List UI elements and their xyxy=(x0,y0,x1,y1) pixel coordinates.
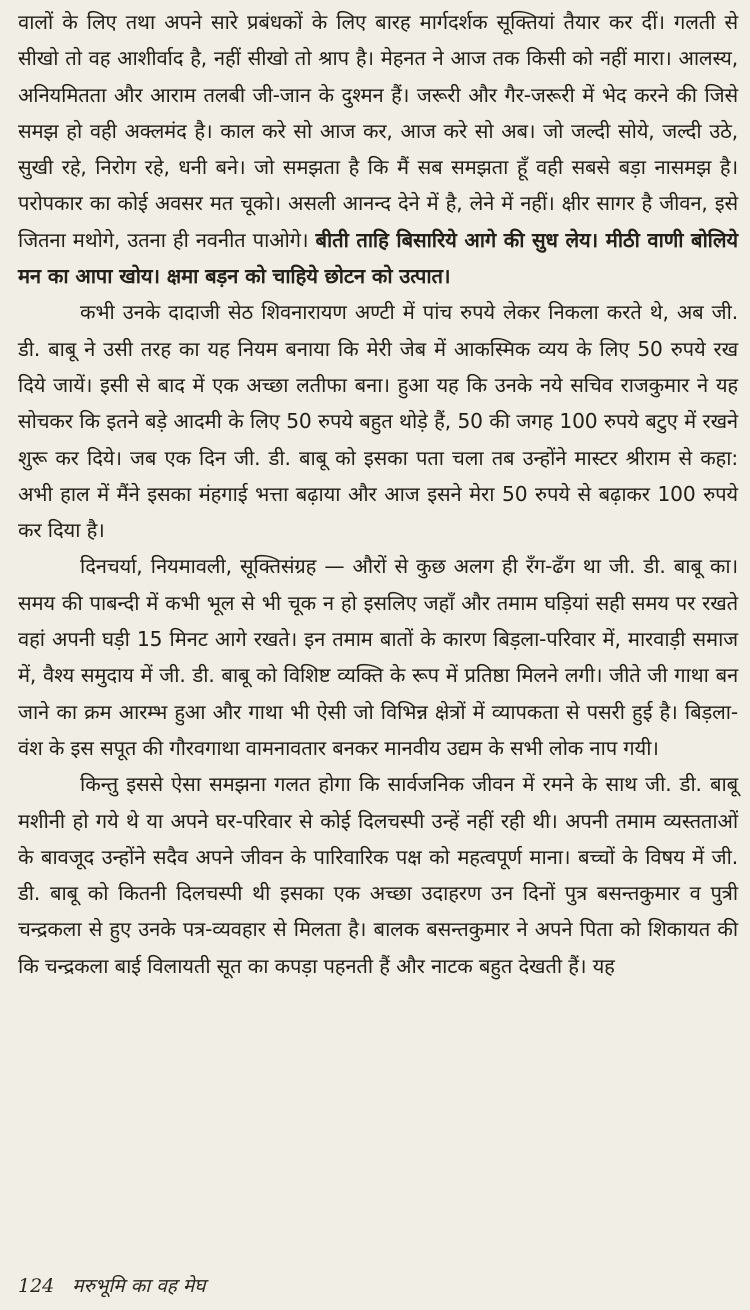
paragraph-1-text: वालों के लिए तथा अपने सारे प्रबंधकों के लिए बारह मार्गदर्शक सूक्तियां तैयार कर दीं। गलती से सीखो तो वह आशीर्वाद है, नहीं सीखो तो श्राप है। मेहनत ने आज तक किसी को नहीं मारा। आलस्य, अनियमितता और आराम तलबी जी-जान के दुश्मन हैं। जरूरी और गैर-जरूरी में भेद करने की जिसे समझ हो वही अक्लमंद है। काल करे सो आज कर, आज करे सो अब। जो जल्दी सोये, जल्दी उठे, सुखी रहे, निरोग रहे, धनी बने। जो समझता है कि मैं सब समझता हूँ वही सबसे बड़ा नासमझ है। परोपकार का कोई अवसर मत चूको। असली आनन्द देने में है, लेने में नहीं। क्षीर सागर है जीवन, इसे जितना मथोगे, उतना ही नवनीत पाओगे। xyxy=(18,10,738,252)
paragraph-1-bold-quote: बीती ताहि बिसारिये आगे की सुध लेय। मीठी वाणी बोलिये मन का आपा खोय। क्षमा बड़न को चाहिये छोटन को उत्पात। xyxy=(18,227,738,289)
paragraph-2: कभी उनके दादाजी सेठ शिवनारायण अण्टी में पांच रुपये लेकर निकला करते थे, अब जी. डी. बाबू ने उसी तरह का यह नियम बनाया कि मेरी जेब में आकस्मिक व्यय के लिए 50 रुपये रख दिये जायें। इसी से बाद में एक अच्छा लतीफा बना। हुआ यह कि उनके नये सचिव राजकुमार ने यह सोचकर कि इतने बड़े आदमी के लिए 50 रुपये बहुत थोड़े हैं, 50 की जगह 100 रुपये बटुए में रखने शुरू कर दिये। जब एक दिन जी. डी. बाबू को इसका पता चला तब उन्होंने मास्टर श्रीराम से कहा: अभी हाल में मैंने इसका मंहगाई भत्ता बढ़ाया और आज इसने मेरा 50 रुपये से बढ़ाकर 100 रुपये कर दिया है। xyxy=(18,300,738,543)
paragraph-3: दिनचर्या, नियमावली, सूक्तिसंग्रह — औरों से कुछ अलग ही रँग-ढँग था जी. डी. बाबू का। समय की पाबन्दी में कभी भूल से भी चूक न हो इसलिए जहाँ और तमाम घड़ियां सही समय पर रखते वहां अपनी घड़ी 15 मिनट आगे रखते। इन तमाम बातों के कारण बिड़ला-परिवार में, मारवाड़ी समाज में, वैश्य समुदाय में जी. डी. बाबू को विशिष्ट व्यक्ति के रूप में प्रतिष्ठा मिलने लगी। जीते जी गाथा बन जाने का क्रम आरम्भ हुआ और गाथा भी ऐसी जो विभिन्न क्षेत्रों में व्यापकता से पसरी हुई है। बिड़ला-वंश के इस सपूत की गौरवगाथा वामनावतार बनकर मानवीय उद्यम के सभी लोक नाप गयी। xyxy=(18,554,738,760)
page-body-text xyxy=(18,4,738,984)
page-number: 124 xyxy=(18,1275,55,1297)
page-footer xyxy=(18,1272,206,1298)
paragraph-1 xyxy=(18,4,738,294)
running-book-title: मरुभूमि का वह मेघ xyxy=(72,1275,206,1297)
paragraph-4: किन्तु इससे ऐसा समझना गलत होगा कि सार्वजनिक जीवन में रमने के साथ जी. डी. बाबू मशीनी हो गये थे या अपने घर-परिवार से कोई दिलचस्पी उन्हें नहीं रही थी। अपनी तमाम व्यस्तताओं के बावजूद उन्होंने सदैव अपने जीवन के पारिवारिक पक्ष को महत्वपूर्ण माना। बच्चों के विषय में जी. डी. बाबू को कितनी दिलचस्पी थी इसका एक अच्छा उदाहरण उन दिनों पुत्र बसन्तकुमार व पुत्री चन्द्रकला से हुए उनके पत्र-व्यवहार से मिलता है। बालक बसन्तकुमार ने अपने पिता को शिकायत की कि चन्द्रकला बाई विलायती सूत का कपड़ा पहनती हैं और नाटक बहुत देखती हैं। यह xyxy=(18,772,738,978)
